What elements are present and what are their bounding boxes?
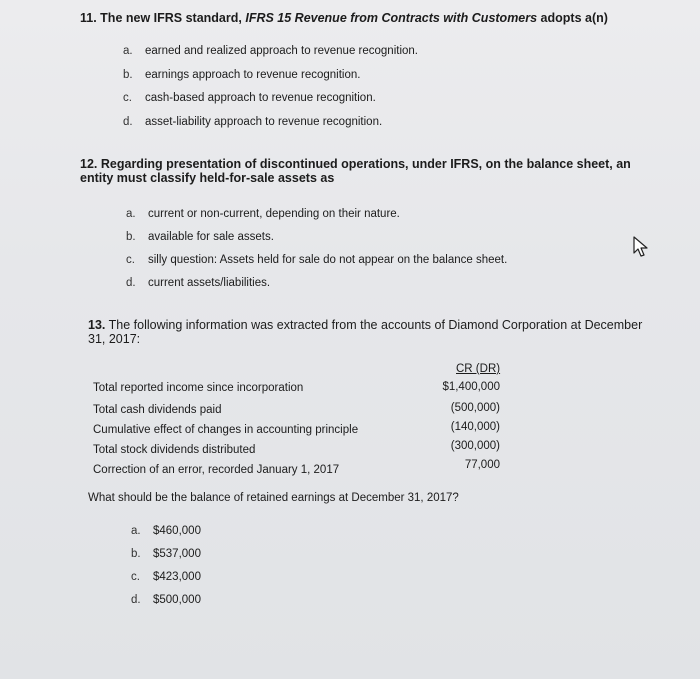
q13-option-a[interactable]: a. $460,000 [131,525,201,537]
q12-option-b[interactable]: b. available for sale assets. [126,231,274,243]
q11-option-c[interactable]: c. cash-based approach to revenue recognition. [123,92,376,104]
column-header-cr-dr: CR (DR) [456,363,501,375]
question-11-stem-start: The new IFRS standard, [100,11,246,25]
question-13-stem-text: The following information was extracted from the accounts of Diamond Corporation at December 31, 2017: [88,318,643,346]
question-13-prompt: What should be the balance of retained earnings at December 31, 2017? [88,492,459,504]
question-11-stem-italic: IFRS 15 Revenue from Contracts with Customers [245,11,538,25]
q12-option-c[interactable]: c. silly question: Assets held for sale do not appear on the balance sheet. [126,254,508,266]
q11-option-d[interactable]: d. asset-liability approach to revenue recognition. [123,116,383,128]
mouse-pointer-icon [633,236,649,263]
q13-option-b[interactable]: b. $537,000 [131,548,201,560]
question-11-stem-end: adopts a(n) [537,11,608,25]
q13-option-d[interactable]: d. $500,000 [131,594,201,606]
table-row-value: (140,000) [450,421,500,433]
q12-option-a[interactable]: a. current or non-current, depending on their nature. [126,208,400,220]
question-12-number: 12. [80,157,98,171]
question-13-stem [88,318,648,346]
q12-option-d[interactable]: d. current assets/liabilities. [126,277,271,289]
table-row-label: Total stock dividends distributed [93,444,256,456]
question-12-stem [80,157,640,185]
question-11-number: 11. [80,11,97,25]
q11-option-a[interactable]: a. earned and realized approach to revenue recognition. [123,45,418,57]
table-row-value: 77,000 [464,459,500,471]
table-row-value: (300,000) [450,440,500,452]
table-row-value: $1,400,000 [442,381,500,393]
table-row-label: Correction of an error, recorded January 1, 2017 [93,464,340,476]
question-12-stem-text: Regarding presentation of discontinued operations, under IFRS, on the balance sheet, an entity must classify held-for-sale assets as [80,157,631,185]
question-13-number: 13. [88,318,106,332]
table-row-label: Cumulative effect of changes in accounting principle [93,424,359,436]
q11-option-b[interactable]: b. earnings approach to revenue recognition. [123,69,361,81]
question-11-stem [80,11,608,25]
q13-option-c[interactable]: c. $423,000 [131,571,201,583]
table-row-value: (500,000) [450,402,500,414]
table-row-label: Total cash dividends paid [93,404,222,416]
table-row-label: Total reported income since incorporation [93,382,304,394]
